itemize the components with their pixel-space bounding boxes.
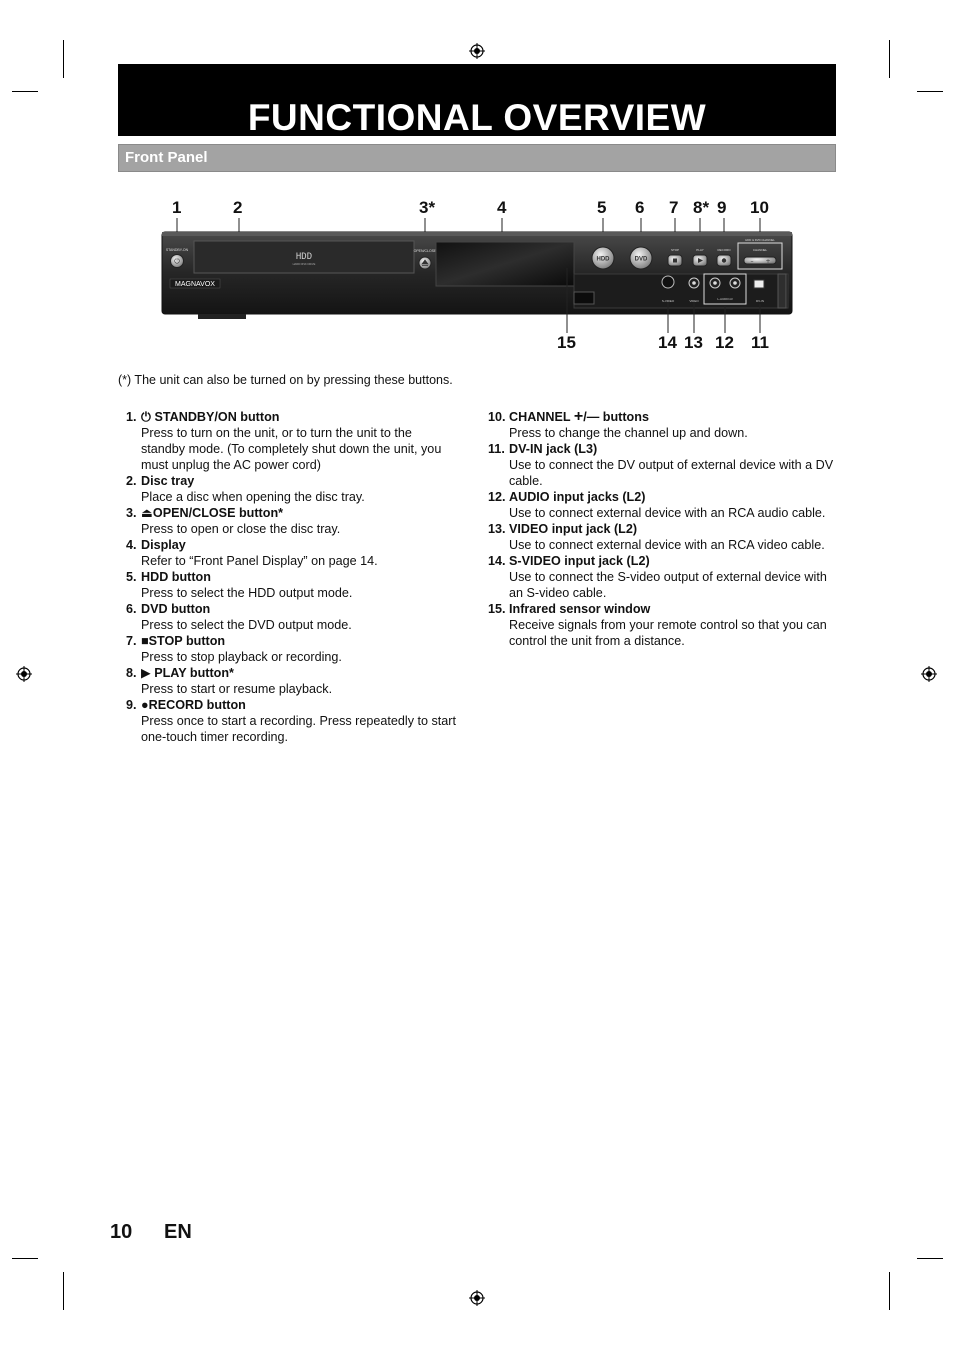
- item-number: 11.: [488, 442, 505, 456]
- callout-13: 13: [684, 333, 703, 352]
- item-number: 2.: [126, 474, 137, 488]
- list-item: [488, 441, 838, 489]
- svg-text:⏻: ⏻: [174, 257, 180, 266]
- list-item: [126, 409, 456, 473]
- list-item: [126, 569, 456, 601]
- callout-8: 8*: [693, 198, 710, 217]
- footnote: (*) The unit can also be turned on by pressing these buttons.: [118, 373, 453, 387]
- callout-5: 5: [597, 198, 607, 217]
- brand-logo: MAGNAVOX: [175, 281, 215, 288]
- item-number: 3.: [126, 506, 137, 520]
- stop-icon: ■: [141, 634, 149, 648]
- item-number: 6.: [126, 602, 137, 616]
- language-label: EN: [164, 1221, 192, 1243]
- item-heading: HDD button: [141, 570, 211, 584]
- registration-mark-icon: [469, 1290, 485, 1306]
- item-description: Use to connect external device with an RCA video cable.: [509, 538, 825, 552]
- front-display: [436, 242, 574, 286]
- item-description: Use to connect external device with an RCA audio cable.: [509, 506, 826, 520]
- item-description: Press to select the HDD output mode.: [141, 586, 353, 600]
- tray-small-text: HARD DISK DRIVE: [292, 263, 316, 266]
- item-heading: DV-IN jack (L3): [509, 442, 598, 456]
- list-item: [126, 537, 456, 569]
- callout-1: 1: [172, 198, 182, 217]
- item-description: Press once to start a recording. Press repeatedly to start one-touch timer recording.: [141, 714, 456, 744]
- registration-mark-icon: [16, 666, 32, 682]
- svideo-small-label: S-VIDEO: [661, 299, 675, 303]
- svg-text:–: –: [750, 258, 754, 265]
- item-description: Use to connect the DV output of external device with a DV cable.: [509, 458, 834, 488]
- item-number: 15.: [488, 602, 506, 616]
- crop-mark: [63, 40, 64, 78]
- svideo-jack[interactable]: [662, 276, 674, 288]
- item-heading: RECORD button: [148, 698, 246, 712]
- dvd-button-label: DVD: [634, 256, 648, 263]
- item-description: Press to turn on the unit, or to turn the unit to the standby mode. (To completely shut down the unit, you must unplug the AC power cord): [141, 426, 442, 472]
- item-description: Use to connect the S-video output of external device with an S-video cable.: [509, 570, 827, 600]
- item-list-right: [488, 409, 838, 649]
- list-item: [126, 665, 456, 697]
- callout-7: 7: [669, 198, 679, 217]
- minus-icon: —: [586, 410, 600, 424]
- item-heading: PLAY button*: [154, 666, 234, 680]
- crop-mark: [12, 91, 38, 92]
- item-number: 8.: [126, 666, 137, 680]
- list-item: [126, 505, 456, 537]
- crop-mark: [917, 91, 943, 92]
- play-icon: ▶: [141, 666, 151, 680]
- item-number: 9.: [126, 698, 137, 712]
- crop-mark: [63, 1272, 64, 1310]
- crop-mark: [917, 1258, 943, 1259]
- dvin-small-label: DV-IN: [755, 299, 765, 303]
- crop-mark: [889, 40, 890, 78]
- item-heading-post: buttons: [602, 410, 649, 424]
- play-small-label: PLAY: [696, 248, 704, 252]
- list-item: [126, 633, 456, 665]
- crop-mark: [12, 1258, 38, 1259]
- callout-14: 14: [658, 333, 677, 352]
- item-list-left: [126, 409, 456, 745]
- item-heading: STANDBY/ON button: [154, 410, 280, 424]
- channel-buttons[interactable]: [744, 257, 776, 264]
- item-description: Press to change the channel up and down.: [509, 426, 748, 440]
- standby-small-label: STANDBY-ON: [165, 248, 189, 252]
- record-icon: ●: [141, 698, 149, 712]
- callout-11: 11: [751, 333, 769, 352]
- stop-small-label: STOP: [670, 248, 680, 252]
- item-description: Press to select the DVD output mode.: [141, 618, 352, 632]
- dvin-jack[interactable]: [754, 280, 764, 288]
- video-small-label: VIDEO: [689, 299, 699, 303]
- item-heading: STOP button: [148, 634, 226, 648]
- item-number: 1.: [126, 410, 137, 424]
- section-title: Front Panel: [125, 149, 208, 166]
- list-item: [488, 553, 838, 601]
- item-heading: AUDIO input jacks (L2): [509, 490, 646, 504]
- item-description: Press to start or resume playback.: [141, 682, 333, 696]
- list-item: 10. CHANNEL +/— buttons Press to change the channel up and down.: [488, 409, 838, 441]
- list-item: [488, 601, 838, 649]
- callout-2: 2: [233, 198, 243, 217]
- item-heading: VIDEO input jack (L2): [509, 522, 638, 536]
- item-heading: S-VIDEO input jack (L2): [509, 554, 650, 568]
- item-number: 13.: [488, 522, 506, 536]
- page-number: 10: [110, 1221, 133, 1243]
- hdd-logo: HDD: [295, 252, 313, 262]
- item-number: 14.: [488, 554, 506, 568]
- callout-6: 6: [635, 198, 645, 217]
- item-heading: DVD button: [141, 602, 211, 616]
- item-number: 12.: [488, 490, 506, 504]
- registration-mark-icon: [921, 666, 937, 682]
- list-item: [126, 601, 456, 633]
- record-small-label: RECORD: [717, 248, 731, 252]
- callout-12: 12: [715, 333, 734, 352]
- item-number: 4.: [126, 538, 137, 552]
- callout-9: 9: [717, 198, 727, 217]
- channel-box-label: HDD & DVD CHANNEL: [745, 238, 775, 242]
- item-description: Place a disc when opening the disc tray.: [141, 490, 365, 504]
- list-item: [126, 473, 456, 505]
- power-icon: ⏻: [141, 410, 151, 424]
- item-heading: Disc tray: [141, 474, 195, 488]
- plus-icon: +: [573, 408, 584, 425]
- list-item: [126, 697, 456, 745]
- item-description: Receive signals from your remote control so that you can control the unit from a distance.: [509, 618, 827, 648]
- callout-4: 4: [497, 198, 507, 217]
- callout-3: 3*: [419, 198, 436, 217]
- callout-10: 10: [750, 198, 769, 217]
- registration-mark-icon: [469, 43, 485, 59]
- channel-small-label: CHANNEL: [752, 248, 768, 252]
- item-heading: OPEN/CLOSE button*: [152, 506, 284, 520]
- audio-small-label: L-AUDIO-R: [717, 297, 733, 301]
- item-heading: Display: [141, 538, 186, 552]
- item-heading-pre: CHANNEL: [509, 410, 571, 424]
- item-number: 10.: [488, 410, 506, 424]
- page-title: FUNCTIONAL OVERVIEW: [247, 97, 707, 138]
- item-number: 7.: [126, 634, 137, 648]
- item-description: Press to open or close the disc tray.: [141, 522, 341, 536]
- item-number: 5.: [126, 570, 137, 584]
- list-item: [488, 489, 838, 521]
- item-description: Press to stop playback or recording.: [141, 650, 342, 664]
- open-close-small-label: OPEN/CLOSE: [413, 249, 437, 253]
- eject-icon: ⏏: [141, 506, 153, 520]
- callout-15: 15: [557, 333, 576, 352]
- item-description: Refer to “Front Panel Display” on page 14.: [141, 554, 378, 568]
- list-item: [488, 521, 838, 553]
- front-panel-illustration: [150, 218, 810, 338]
- crop-mark: [889, 1272, 890, 1310]
- page-title-bar: [118, 64, 836, 136]
- section-header: [118, 144, 836, 172]
- hdd-button-label: HDD: [596, 256, 610, 263]
- svg-text:+: +: [765, 258, 771, 265]
- item-heading: Infrared sensor window: [509, 602, 651, 616]
